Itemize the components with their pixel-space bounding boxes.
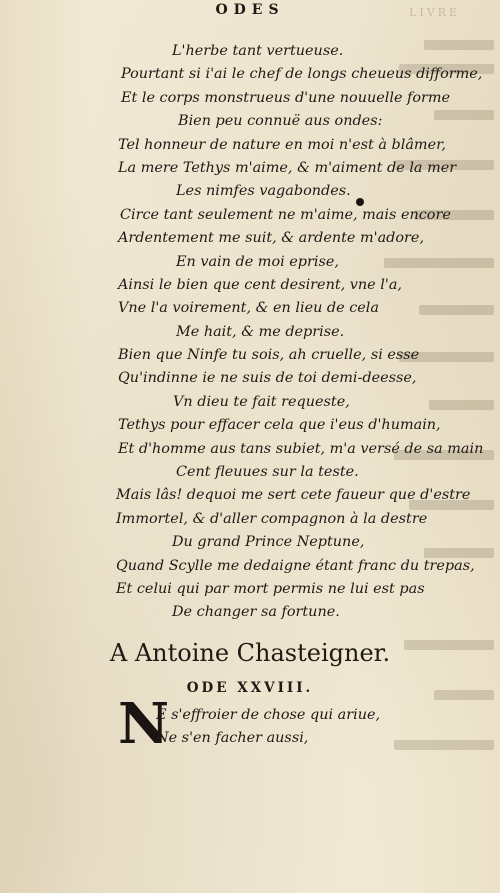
verse-line: Ne s'en facher aussi,: [156, 730, 309, 746]
verse-line: Quand Scylle me dedaigne étant franc du trepas,: [116, 557, 475, 574]
verse-line: E s'effroier de chose qui ariue,: [156, 707, 381, 723]
drop-cap: N: [118, 691, 170, 757]
verse-line: Et d'homme aus tans subiet, m'a versé de sa main: [118, 440, 484, 457]
verse-line: Qu'indinne ie ne suis de toi demi-deesse,: [118, 370, 417, 387]
verse-line: Ardentement me suit, & ardente m'adore,: [118, 230, 425, 247]
verse-line: Ainsi le bien que cent desirent, vne l'a,: [118, 276, 402, 293]
verse-line: Bien que Ninfe tu sois, ah cruelle, si esse: [118, 347, 420, 364]
verse-line: L'herbe tant vertueuse.: [172, 43, 344, 59]
verse-line: Les nimfes vagabondes.: [176, 183, 351, 200]
verse-line: Mais lâs! dequoi me sert cete faueur que d'estre: [116, 487, 471, 504]
verse-line: La mere Tethys m'aime, & m'aiment de la mer: [118, 159, 457, 176]
verse-line: Et celui qui par mort permis ne lui est pas: [116, 580, 425, 597]
verse-line: Immortel, & d'aller compagnon à la destre: [116, 510, 428, 527]
running-header: ODES: [215, 2, 285, 18]
verse-line: Tel honneur de nature en moi n'est à blâmer,: [118, 136, 446, 153]
verse-line: De changer sa fortune.: [172, 604, 340, 621]
verse-line: Cent fleuues sur la teste.: [176, 464, 359, 481]
ode-number: ODE XXVIII.: [186, 680, 314, 696]
verse-line: Vne l'a voirement, & en lieu de cela: [118, 300, 379, 317]
verse-line: Tethys pour effacer cela que i'eus d'humain,: [118, 417, 441, 434]
verse-line: Pourtant si i'ai le chef de longs cheueus difforme,: [121, 66, 483, 83]
ode-opening: [0, 704, 500, 750]
running-header-bleed: LIVRE: [409, 6, 460, 19]
verse-line: Vn dieu te fait requeste,: [173, 393, 350, 410]
verse-line: Me hait, & me deprise.: [176, 323, 345, 340]
verse-line: Bien peu connuë aus ondes:: [178, 113, 383, 130]
ink-spot: [356, 198, 364, 206]
verse-line: Circe tant seulement ne m'aime, mais encore: [120, 206, 451, 223]
verse-line: En vain de moi eprise,: [176, 253, 339, 270]
verse-line: Et le corps monstrueus d'une nouuelle forme: [121, 89, 451, 106]
poem-verse: [0, 40, 500, 625]
verse-line: Du grand Prince Neptune,: [172, 534, 365, 551]
poem-title: A Antoine Chasteigner.: [109, 639, 391, 667]
